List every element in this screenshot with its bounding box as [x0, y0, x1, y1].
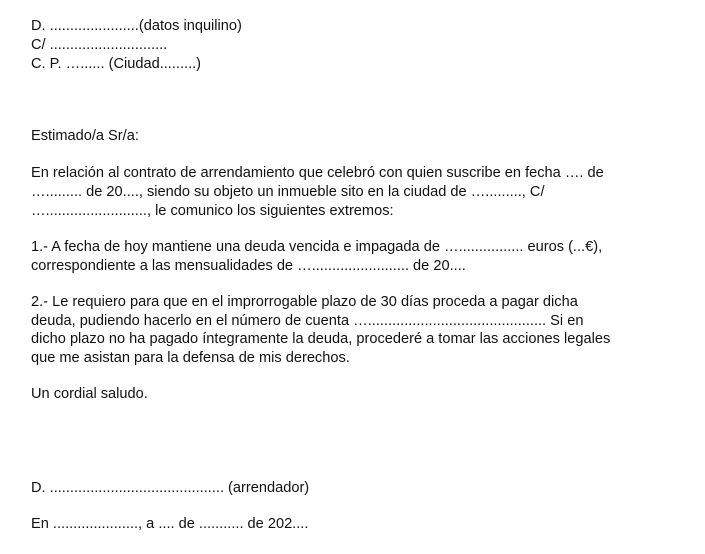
closing-line: Un cordial saludo.: [31, 386, 148, 402]
intro-line: …........................., le comunico los siguientes extremos:: [31, 203, 394, 219]
tenant-city-line: C. P. …...... (Ciudad.........): [31, 56, 202, 72]
tenant-name-line: D. ......................(datos inquilino): [31, 18, 242, 34]
point-1-line: 1.- A fecha de hoy mantiene una deuda vencida e impagada de …................ euros (...€),: [31, 239, 603, 255]
intro-line: …......... de 20...., siendo su objeto un inmueble sito en la ciudad de …........., C/: [31, 184, 545, 200]
salutation: Estimado/a Sr/a:: [31, 128, 139, 144]
point-1-line: correspondiente a las mensualidades de …........................ de 20....: [31, 258, 466, 274]
intro-line: En relación al contrato de arrendamiento que celebró con quien suscribe en fecha …. de: [31, 165, 604, 181]
point-2-line: deuda, pudiendo hacerlo en el número de cuenta …............................................ Si en: [31, 313, 584, 329]
point-2-line: dicho plazo no ha pagado íntegramente la deuda, procederé a tomar las acciones legales: [31, 331, 611, 347]
point-2-line: que me asistan para la defensa de mis derechos.: [31, 350, 350, 366]
place-date-line: En ....................., a .... de ........... de 202....: [31, 516, 309, 532]
landlord-signature-line: D. ........................................... (arrendador): [31, 480, 310, 496]
tenant-street-line: C/ .............................: [31, 37, 168, 53]
point-2-line: 2.- Le requiero para que en el improrrogable plazo de 30 días proceda a pagar dicha: [31, 294, 578, 310]
